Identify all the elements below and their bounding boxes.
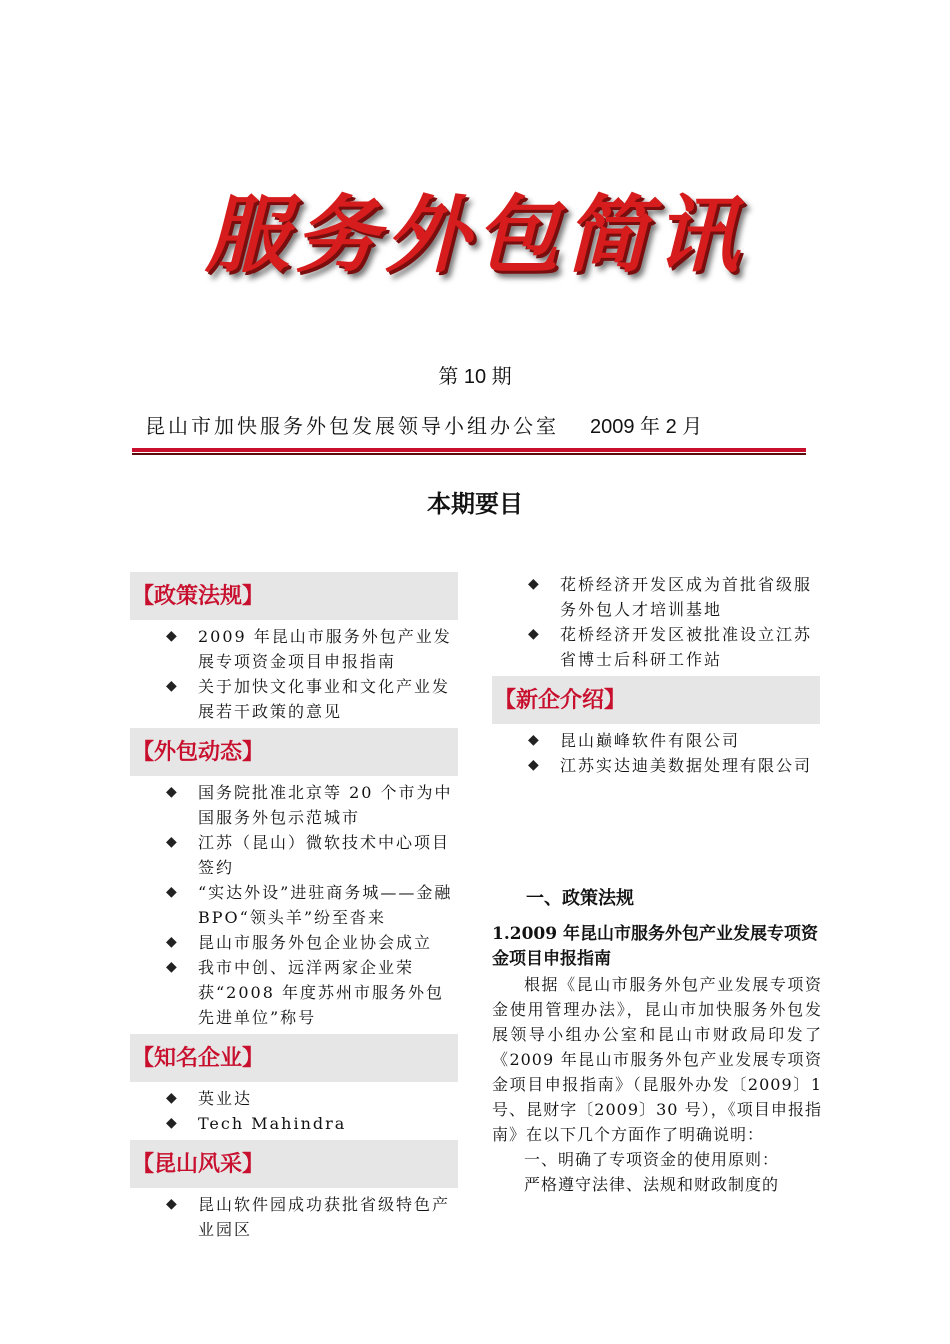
issue-number: 第 10 期 (438, 366, 512, 388)
toc-item-label: 江苏（昆山）微软技术中心项目签约 (198, 833, 451, 877)
toc-item[interactable] (130, 1192, 458, 1242)
toc-section-header: 【外包动态】 (130, 728, 458, 776)
diamond-bullet-icon: ◆ (166, 934, 179, 950)
toc-section-header: 【政策法规】 (130, 572, 458, 620)
toc-item-label: 昆山巅峰软件有限公司 (560, 731, 741, 750)
toc-item-list (492, 572, 820, 676)
toc-item-list (130, 1082, 458, 1140)
toc-item-label: 英业达 (198, 1089, 253, 1108)
toc-item[interactable] (130, 880, 458, 930)
toc-item[interactable] (492, 572, 820, 622)
diamond-bullet-icon: ◆ (166, 959, 179, 975)
toc-item-label: 花桥经济开发区被批准设立江苏省博士后科研工作站 (560, 625, 813, 669)
diamond-bullet-icon: ◆ (166, 678, 179, 694)
toc-item-label: 我市中创、远洋两家企业荣获“2008 年度苏州市服务外包先进单位”称号 (198, 958, 444, 1027)
toc-item-label: 昆山软件园成功获批省级特色产业园区 (198, 1195, 451, 1239)
toc-item[interactable] (130, 930, 458, 955)
diamond-bullet-icon: ◆ (528, 757, 541, 773)
body-paragraph: 一、明确了专项资金的使用原则： (524, 1150, 780, 1169)
toc-title: 本期要目 (427, 489, 523, 518)
diamond-bullet-icon: ◆ (166, 1115, 179, 1131)
toc-section (130, 1034, 458, 1140)
toc-section (492, 676, 820, 782)
toc-item[interactable] (492, 622, 820, 672)
body-paragraph: 根据《昆山市服务外包产业发展专项资金使用管理办法》，昆山市加快服务外包发展领导小组办公室和昆山市财政局印发了《2009 年昆山市服务外包产业发展专项资金项目申报指南》（昆服外办发〔2009〕1 号、昆财字〔2009〕30 号），《项目申报指南》在以下几个方面作了明确说明： (492, 975, 822, 1144)
toc-item-label: 国务院批准北京等 20 个市为中国服务外包示范城市 (198, 783, 453, 827)
publish-date: 2009 年 2 月 (590, 416, 703, 438)
diamond-bullet-icon: ◆ (166, 628, 179, 644)
toc-section-header: 【知名企业】 (130, 1034, 458, 1082)
toc-section-header: 【昆山风采】 (130, 1140, 458, 1188)
body-paragraph: 严格遵守法律、法规和财政制度的 (524, 1175, 780, 1194)
body-article-text (492, 972, 822, 1197)
masthead-title: 服务外包简讯 (204, 186, 745, 284)
diamond-bullet-icon: ◆ (528, 626, 541, 642)
diamond-bullet-icon: ◆ (166, 1196, 179, 1212)
toc-item[interactable] (130, 955, 458, 1030)
toc-item-list (130, 620, 458, 728)
toc-right-column (492, 572, 820, 782)
toc-item[interactable] (492, 728, 820, 753)
toc-item-list (130, 1188, 458, 1246)
toc-item[interactable] (130, 624, 458, 674)
diamond-bullet-icon: ◆ (166, 884, 179, 900)
diamond-bullet-icon: ◆ (166, 784, 179, 800)
toc-section (130, 1140, 458, 1246)
diamond-bullet-icon: ◆ (528, 576, 541, 592)
toc-item[interactable] (130, 780, 458, 830)
diamond-bullet-icon: ◆ (166, 1090, 179, 1106)
toc-item[interactable] (130, 1086, 458, 1111)
toc-left-column (130, 572, 458, 1246)
toc-item[interactable] (130, 830, 458, 880)
toc-item-label: Tech Mahindra (198, 1114, 347, 1133)
toc-item-label: 江苏实达迪美数据处理有限公司 (560, 756, 813, 775)
toc-item-label: “实达外设”进驻商务城——金融 BPO“领头羊”纷至沓来 (198, 883, 453, 927)
diamond-bullet-icon: ◆ (166, 834, 179, 850)
header-rule (132, 448, 806, 452)
toc-section (130, 728, 458, 1034)
toc-item-label: 昆山市服务外包企业协会成立 (198, 933, 433, 952)
toc-section (130, 572, 458, 728)
toc-item[interactable] (130, 1111, 458, 1136)
toc-item-label: 2009 年昆山市服务外包产业发展专项资金项目申报指南 (198, 627, 452, 671)
toc-section-header: 【新企介绍】 (492, 676, 820, 724)
toc-item[interactable] (130, 674, 458, 724)
body-article-title: 1.2009 年昆山市服务外包产业发展专项资金项目申报指南 (492, 924, 818, 969)
toc-item-list (130, 776, 458, 1034)
diamond-bullet-icon: ◆ (528, 732, 541, 748)
publisher: 昆山市加快服务外包发展领导小组办公室 (145, 416, 559, 438)
toc-item-list (492, 724, 820, 782)
toc-item-label: 花桥经济开发区成为首批省级服务外包人才培训基地 (560, 575, 813, 619)
body-section-heading: 一、政策法规 (526, 888, 634, 909)
toc-item[interactable] (492, 753, 820, 778)
header-rule-shadow (132, 453, 806, 455)
toc-item-label: 关于加快文化事业和文化产业发展若干政策的意见 (198, 677, 451, 721)
